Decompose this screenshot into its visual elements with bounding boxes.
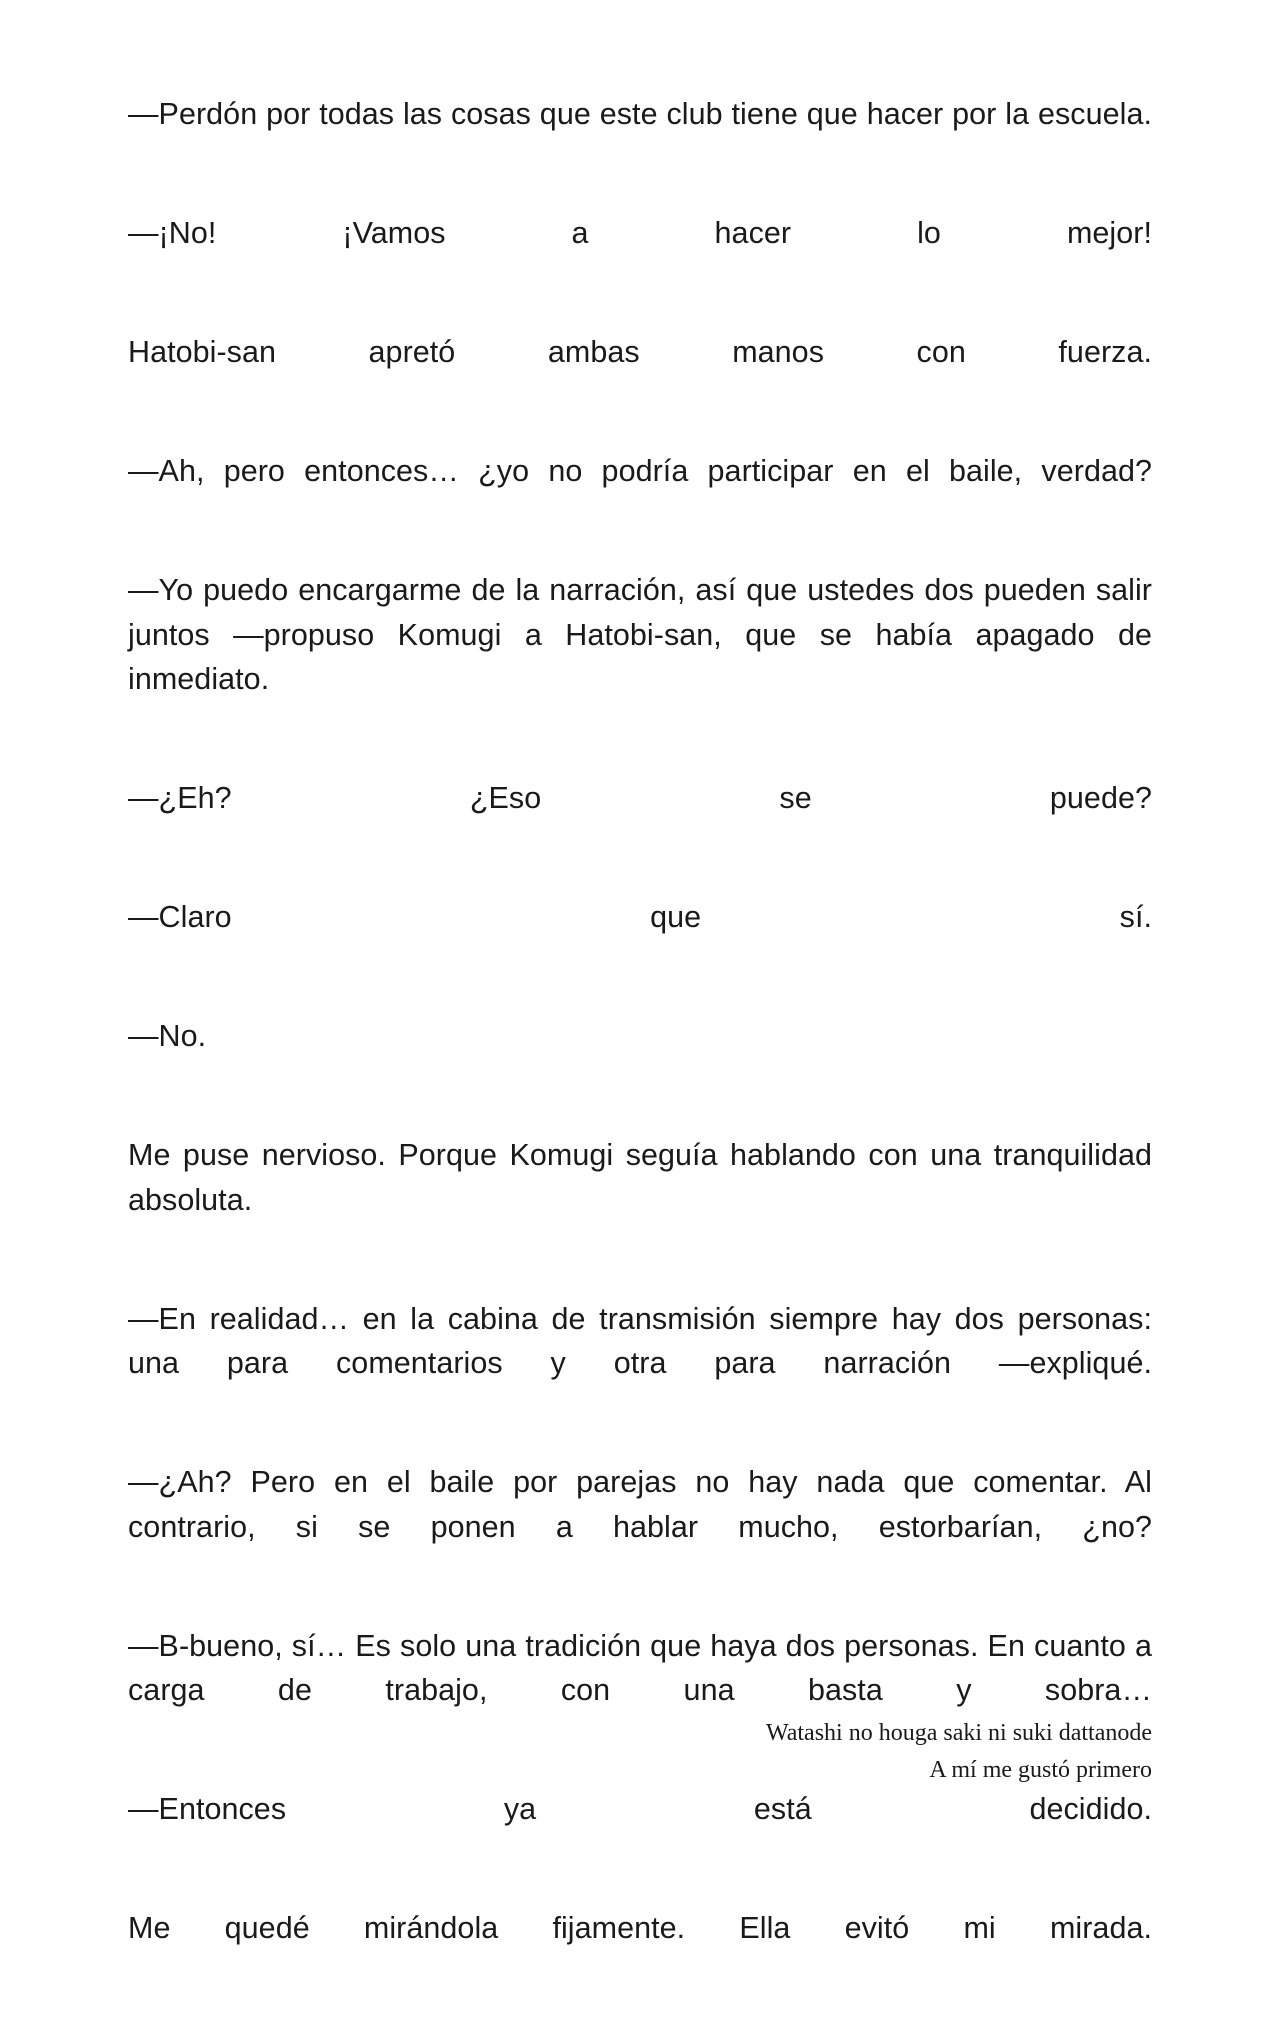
paragraph: —¡No! ¡Vamos a hacer lo mejor! [128, 216, 1152, 250]
paragraph: —Ah, pero entonces… ¿yo no podría participar en el baile, verdad? [128, 454, 1152, 488]
paragraph: —B-bueno, sí… Es solo una tradición que haya dos personas. En cuanto a carga de trabajo, con una basta y sobra… [128, 1628, 1152, 1707]
paragraph: Me puse nervioso. Porque Komugi seguía hablando con una tranquilidad absoluta. [128, 1138, 1152, 1217]
paragraph: —No. [128, 1019, 207, 1053]
paragraph: —Yo puedo encargarme de la narración, así que ustedes dos pueden salir juntos —propuso Komugi a Hatobi-san, que se había apagado de inmediato. [128, 573, 1152, 696]
paragraph: —¿Eh? ¿Eso se puede? [128, 781, 1152, 815]
page-footer [128, 1715, 1152, 1789]
paragraph: —Entonces ya está decidido. [128, 1792, 1152, 1826]
paragraph: —¿Ah? Pero en el baile por parejas no hay nada que comentar. Al contrario, si se ponen a hablar mucho, estorbarían, ¿no? [128, 1465, 1152, 1544]
paragraph: —Perdón por todas las cosas que este club tiene que hacer por la escuela. [128, 97, 1152, 131]
paragraph: Hatobi-san apretó ambas manos con fuerza. [128, 335, 1152, 369]
footer-title-translation: A mí me gustó primero [929, 1757, 1152, 1783]
paragraph: —Claro que sí. [128, 900, 1152, 934]
paragraph: —En realidad… en la cabina de transmisión siempre hay dos personas: una para comentarios y otra para narración —expliqué. [128, 1301, 1152, 1380]
footer-title-romaji: Watashi no houga saki ni suki dattanode [766, 1720, 1152, 1746]
paragraph: Me quedé mirándola fijamente. Ella evitó mi mirada. [128, 1911, 1152, 1945]
